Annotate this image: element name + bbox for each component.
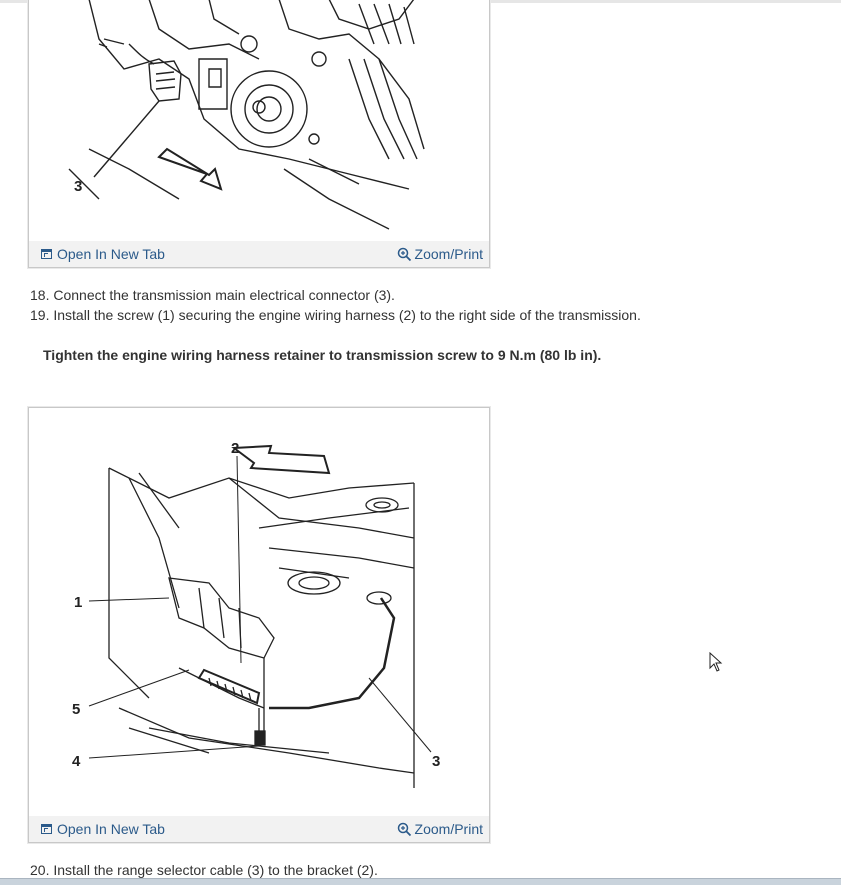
torque-spec: Tighten the engine wiring harness retainer to transmission screw to 9 N.m (80 lb in). (43, 347, 602, 363)
open-in-new-tab-link[interactable] (41, 246, 165, 262)
open-in-new-tab-label: Open In New Tab (57, 246, 165, 262)
zoom-print-link[interactable] (397, 821, 483, 837)
open-in-new-tab-icon (41, 824, 52, 834)
zoom-print-label: Zoom/Print (414, 246, 483, 262)
figure-1 (28, 0, 490, 268)
callout-5: 5 (72, 701, 81, 718)
figure-1-toolbar (29, 241, 489, 267)
open-in-new-tab-label: Open In New Tab (57, 821, 165, 837)
open-in-new-tab-icon (41, 249, 52, 259)
mouse-pointer-icon (709, 652, 723, 672)
zoom-icon (397, 822, 412, 837)
open-in-new-tab-link[interactable] (41, 821, 165, 837)
callout-3: 3 (74, 178, 83, 195)
callout-2: 2 (231, 440, 240, 457)
zoom-print-label: Zoom/Print (414, 821, 483, 837)
transmission-connector-illustration (29, 0, 489, 241)
callout-1: 1 (74, 594, 83, 611)
zoom-icon (397, 247, 412, 262)
bottom-scroll-edge (0, 878, 841, 885)
callout-3: 3 (432, 753, 441, 770)
step-19: 19. Install the screw (1) securing the engine wiring harness (2) to the right side of the transmission. (30, 307, 641, 323)
step-20: 20. Install the range selector cable (3) to the bracket (2). (30, 862, 378, 878)
range-selector-cable-illustration (29, 408, 489, 816)
callout-4: 4 (72, 753, 81, 770)
step-18: 18. Connect the transmission main electrical connector (3). (30, 287, 395, 303)
figure-2 (28, 407, 490, 843)
zoom-print-link[interactable] (397, 246, 483, 262)
figure-2-toolbar (29, 816, 489, 842)
